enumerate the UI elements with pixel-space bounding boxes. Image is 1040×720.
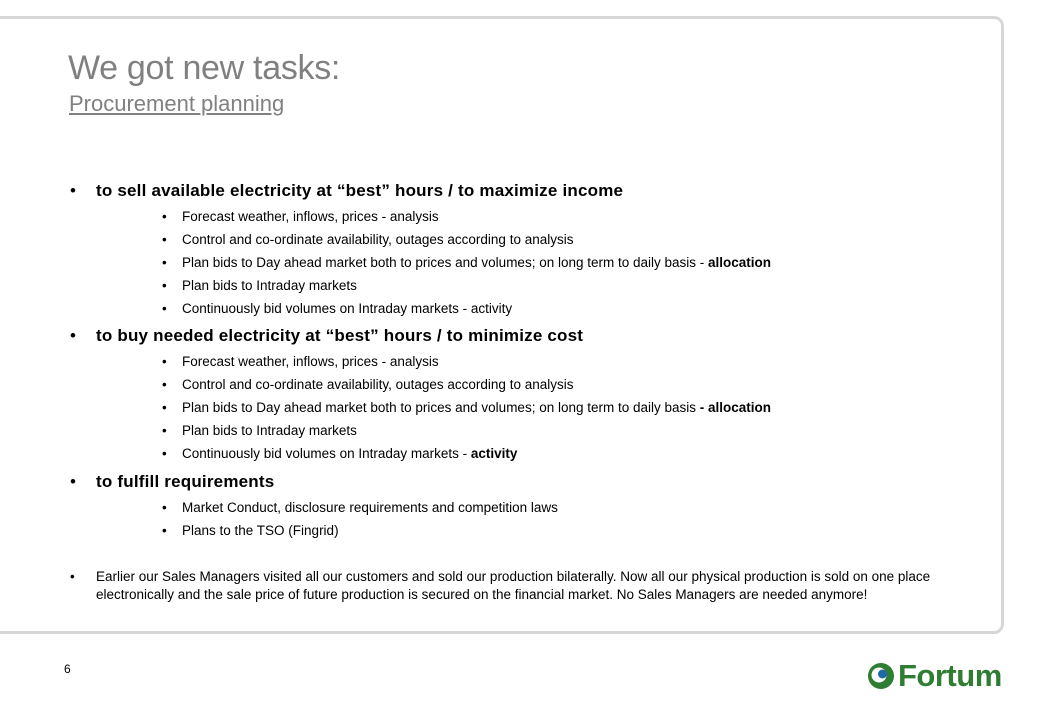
list-item: • Plan bids to Day ahead market both to prices and volumes; on long term to daily basis - allocation [162,400,772,415]
list-item: • Plan bids to Intraday markets [162,278,357,293]
bullet-icon: • [162,232,167,247]
bullet-icon: • [162,446,167,461]
list-item: • Plans to the TSO (Fingrid) [162,523,339,538]
bullet-icon: • [162,278,167,293]
section-heading-buy: • to buy needed electricity at “best” hours / to minimize cost [70,326,584,345]
bullet-icon: • [162,500,167,515]
slide-title: We got new tasks: [68,49,341,87]
list-item: • Plan bids to Day ahead market both to prices and volumes; on long term to daily basis - allocation [162,255,772,270]
list-item: • Continuously bid volumes on Intraday markets - activity [162,301,513,316]
bullet-icon: • [162,301,167,316]
fortum-logo [866,658,1006,694]
bullet-icon: • [162,400,167,415]
logo-text: Fortum [898,658,1002,693]
list-item: • Control and co-ordinate availability, outages according to analysis [162,232,574,247]
list-item: • Forecast weather, inflows, prices - analysis [162,354,439,369]
section-heading-fulfill: • to fulfill requirements [70,472,275,491]
bullet-icon: • [162,423,167,438]
list-item: • Plan bids to Intraday markets [162,423,357,438]
bullet-icon: • [162,377,167,392]
bullet-icon: • [162,255,167,270]
list-item: • Forecast weather, inflows, prices - analysis [162,209,439,224]
closing-note: • Earlier our Sales Managers visited all our customers and sold our production bilaterally. Now all our physical production is sold on one place electronically and the sale price of future production is secured on the financial market. No Sales Managers are needed anymore! [70,569,931,602]
list-item: • Control and co-ordinate availability, outages according to analysis [162,377,574,392]
bullet-icon: • [70,326,77,345]
bullet-icon: • [70,472,77,491]
bullet-icon: • [70,181,77,200]
page-number: 6 [64,662,71,676]
fortum-logo-icon [866,661,896,691]
bullet-icon: • [162,209,167,224]
list-item: • Continuously bid volumes on Intraday markets - activity [162,446,518,461]
list-item: • Market Conduct, disclosure requirements and competition laws [162,500,558,515]
slide-subtitle: Procurement planning [69,91,285,116]
bullet-icon: • [162,354,167,369]
section-heading-sell: • to sell available electricity at “best” hours / to maximize income [70,181,624,200]
bullet-icon: • [162,523,167,538]
bullet-icon: • [70,569,75,584]
